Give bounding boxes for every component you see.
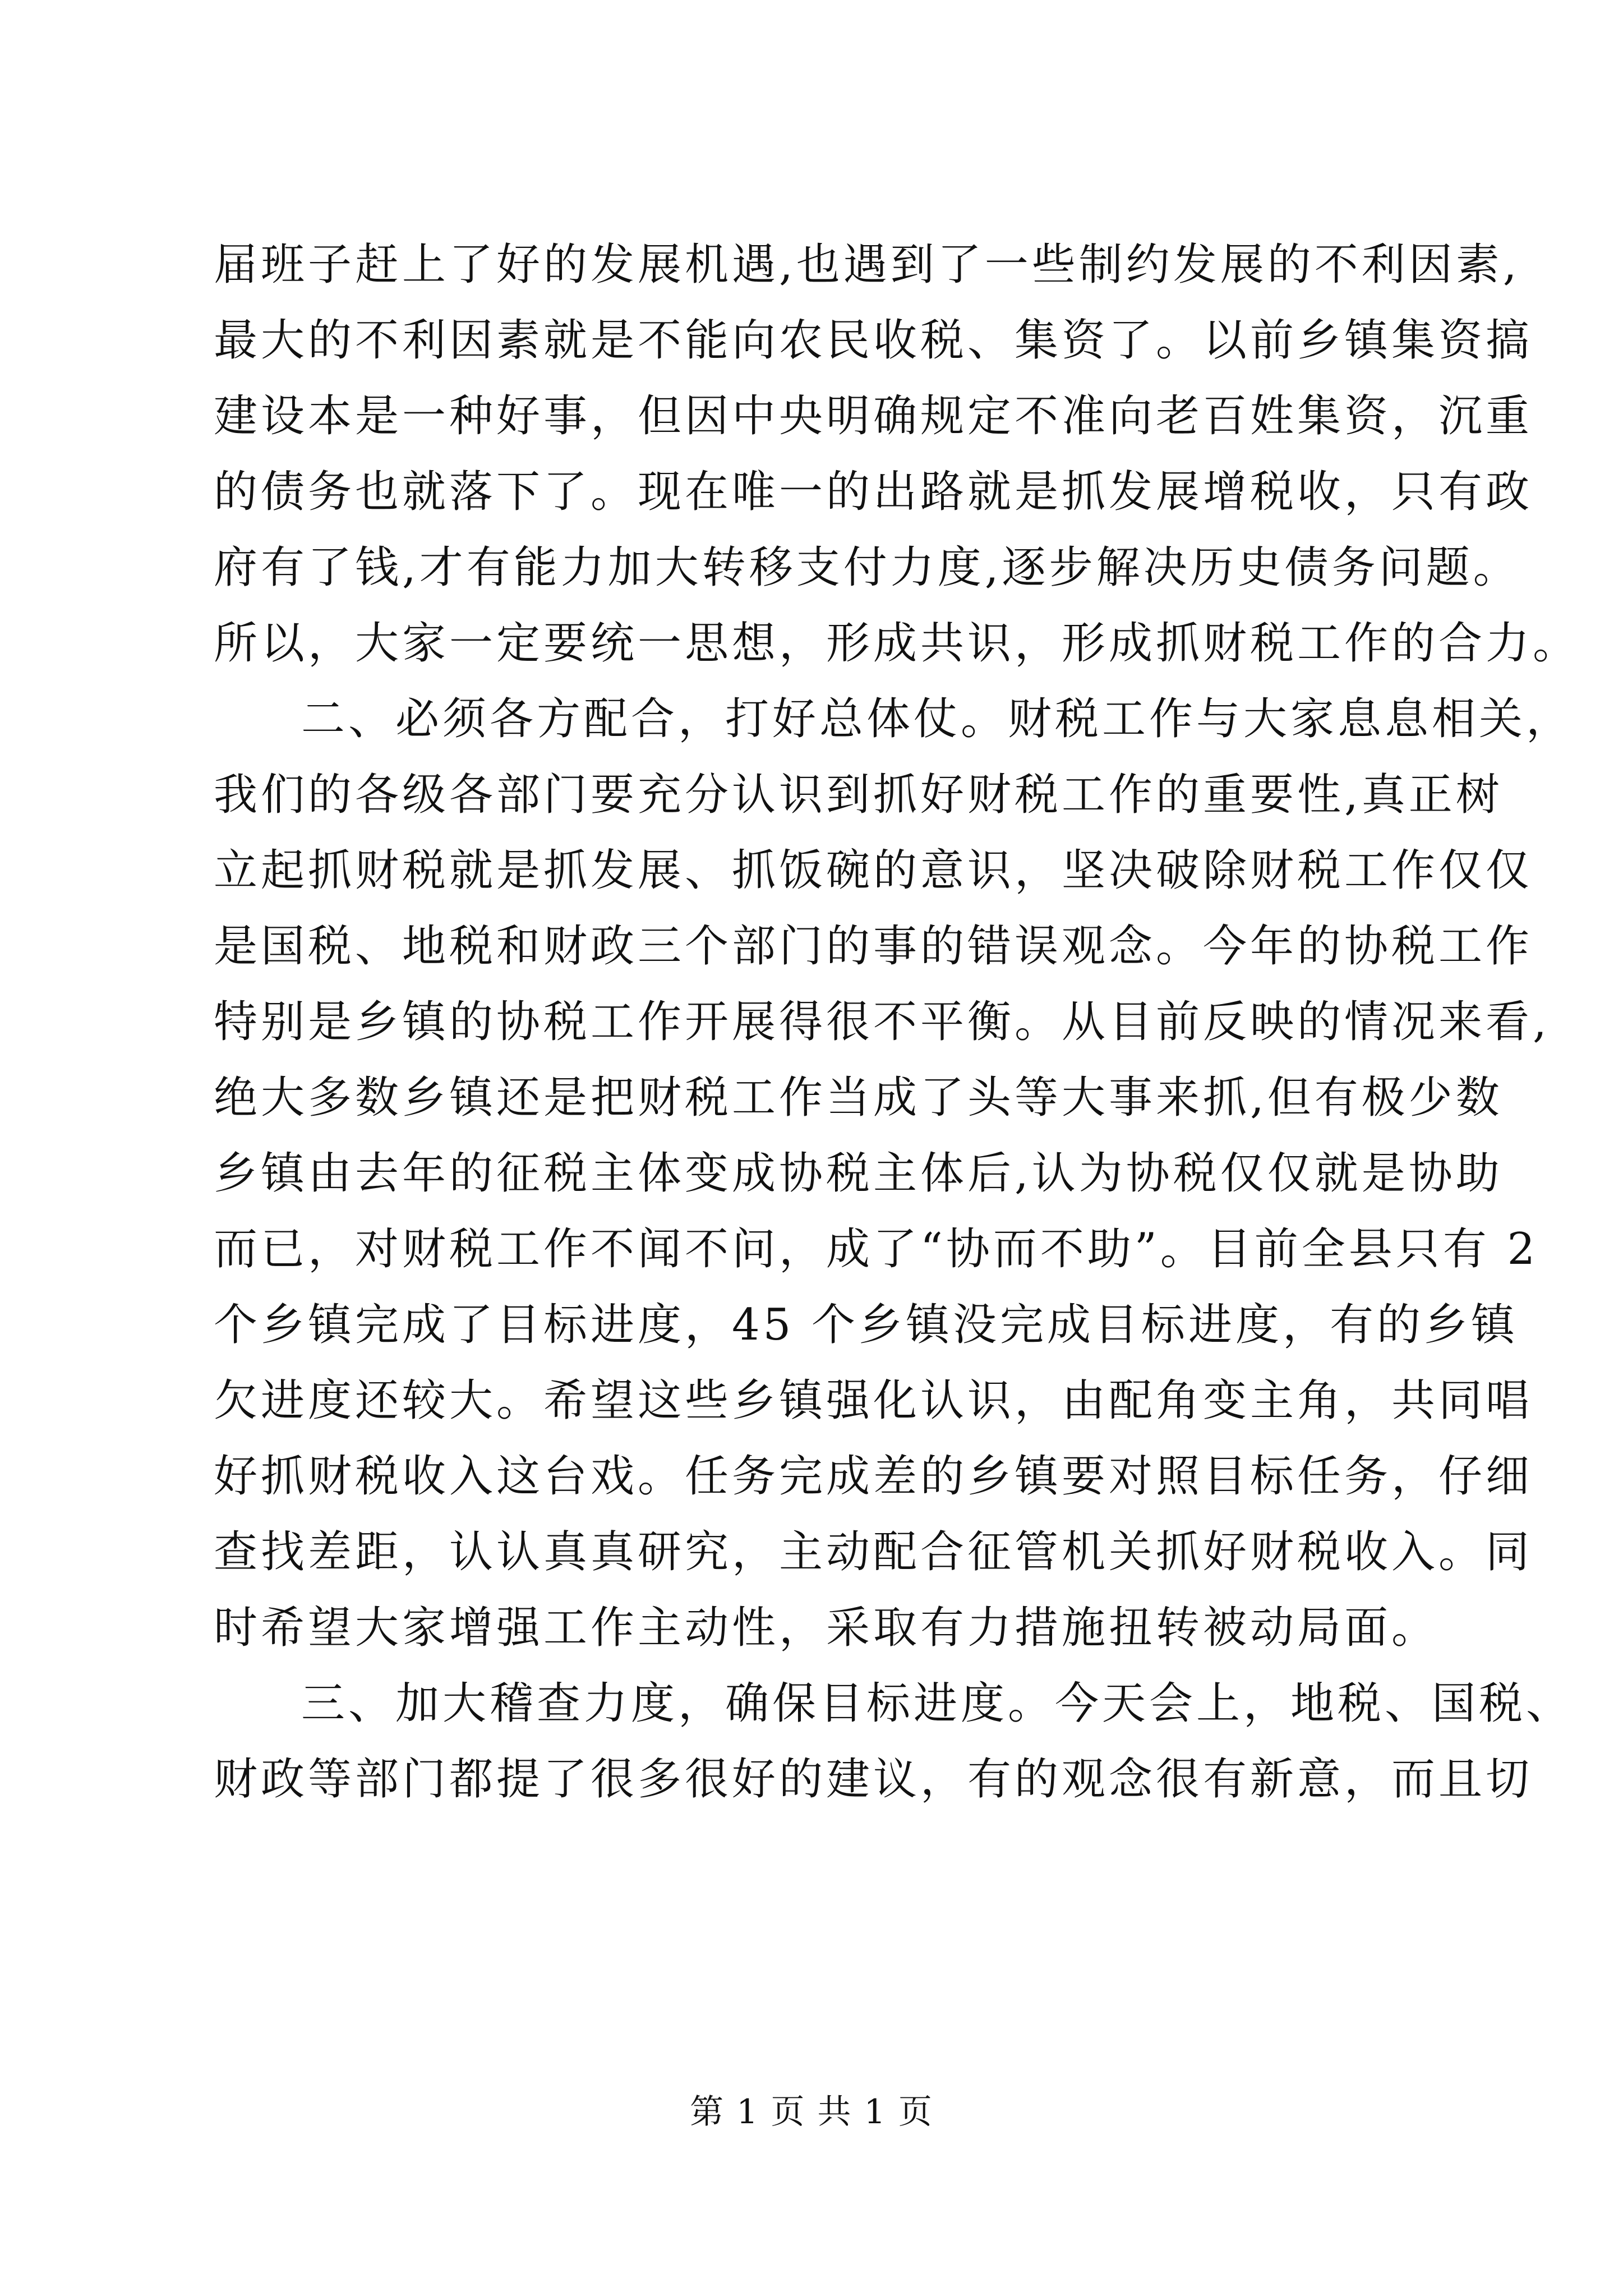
text-line: 绝大多数乡镇还是把财税工作当成了头等大事来抓,但有极少数: [214, 1073, 1503, 1123]
text-line: 好抓财税收入这台戏。任务完成差的乡镇要对照目标任务，仔细: [214, 1451, 1533, 1502]
text-line: 而已，对财税工作不闻不问，成了“协而不助”。目前全县只有 2: [214, 1224, 1539, 1274]
text-line: 财政等部门都提了很多很好的建议，有的观念很有新意，而且切: [214, 1754, 1533, 1805]
text-line: 查找差距，认认真真研究，主动配合征管机关抓好财税收入。同: [214, 1527, 1533, 1577]
text-line: 二、必须各方配合，打好总体仗。财税工作与大家息息相关，: [301, 694, 1574, 744]
text-line: 个乡镇完成了目标进度，45 个乡镇没完成目标进度，有的乡镇: [214, 1300, 1519, 1350]
text-line: 府有了钱,才有能力加大转移支付力度,逐步解决历史债务问题。: [214, 542, 1520, 593]
text-line: 的债务也就落下了。现在唯一的出路就是抓发展增税收，只有政: [214, 467, 1533, 517]
text-line: 乡镇由去年的征税主体变成协税主体后,认为协税仅仅就是协助: [214, 1148, 1503, 1199]
text-line: 是国税、地税和财政三个部门的事的错误观念。今年的协税工作: [214, 921, 1533, 972]
body-text: [214, 227, 1580, 1818]
text-line: 最大的不利因素就是不能向农民收税、集资了。以前乡镇集资搞: [214, 315, 1533, 366]
text-line: 立起抓财税就是抓发展、抓饭碗的意识，坚决破除财税工作仅仅: [214, 845, 1533, 896]
text-line: 所以，大家一定要统一思想，形成共识，形成抓财税工作的合力。: [214, 618, 1580, 669]
text-line: 三、加大稽查力度，确保目标进度。今天会上，地税、国税、: [301, 1678, 1574, 1729]
page-footer: 第 1 页 共 1 页: [690, 2092, 933, 2132]
text-line: 建设本是一种好事，但因中央明确规定不准向老百姓集资，沉重: [214, 391, 1533, 441]
text-line: 欠进度还较大。希望这些乡镇强化认识，由配角变主角，共同唱: [214, 1375, 1533, 1426]
text-line: 届班子赶上了好的发展机遇,也遇到了一些制约发展的不利因素,: [214, 240, 1520, 290]
text-line: 时希望大家增强工作主动性，采取有力措施扭转被动局面。: [214, 1603, 1439, 1653]
text-line: 我们的各级各部门要充分认识到抓好财税工作的重要性,真正树: [214, 770, 1503, 820]
text-line: 特别是乡镇的协税工作开展得很不平衡。从目前反映的情况来看,: [214, 997, 1550, 1047]
